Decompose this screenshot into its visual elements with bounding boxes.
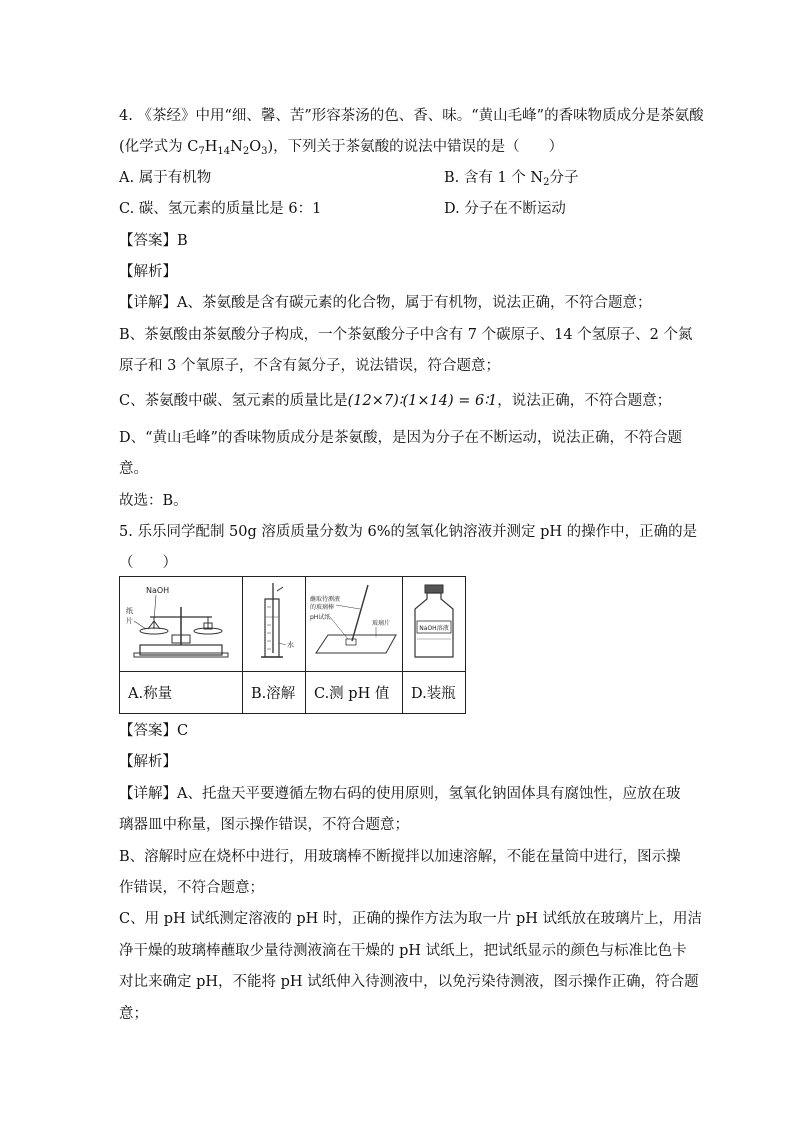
q4-detail-a: 【详解】A、茶氨酸是含有碳元素的化合物，属于有机物，说法正确，不符合题意； [119,295,652,311]
q4-detail-c [119,389,671,410]
q5-detail-c4: 意； [119,1006,148,1022]
q4-option-d: D. 分子在不断运动 [444,201,566,217]
q4-option-a: A. 属于有机物 [119,170,212,186]
figure-ph-test [306,577,403,672]
label-paper: 纸 [126,607,133,615]
label-dip1: 蘸取待测液 [310,596,341,603]
q4-detail-c-pre: C、茶氨酸中碳、氢元素的质量比是 [119,393,348,409]
q5-detail-c1: C、用 pH 试纸测定溶液的 pH 时，正确的操作方法为取一片 pH 试纸放在玻璃片上，用洁 [119,911,703,927]
formula-element: H [204,139,218,155]
label-paper2: 片 [126,617,133,625]
q5-stem-line2: （ ） [119,555,177,571]
formula-sub: 3 [261,146,268,157]
label-glass: 玻璃片 [372,620,391,627]
figure-weighing [120,577,243,672]
mass-ratio-formula: (12×7)∶(1×14) = 6∶1 [347,393,498,409]
q4-option-c: C. 碳、氢元素的质量比是 6：1 [119,201,322,217]
q4-detail-d2: 意。 [119,461,148,477]
q5-detail-b2: 作错误，不符合题意； [119,880,264,896]
q5-answer: 【答案】C [119,723,189,739]
q5-detail-c2: 净干燥的玻璃棒蘸取少量待测液滴在干燥的 pH 试纸上，把试纸显示的颜色与标准比色卡 [119,943,687,959]
q5-detail-c3: 对比来确定 pH，不能将 pH 试纸伸入待测液中，以免污染待测液，图示操作正确，符合题 [119,974,699,990]
q4-detail-b1: B、茶氨酸由茶氨酸分子构成，一个茶氨酸分子中含有 7 个碳原子、14 个氢原子、2 个氮 [119,327,693,343]
q5-detail-a1: 【详解】A、托盘天平要遵循左物右码的使用原则，氢氧化钠固体具有腐蚀性，应放在玻 [119,786,681,802]
caption-dissolving: B.溶解 [243,672,306,714]
formula-sub: 2 [543,177,550,188]
q4-stem-line2-post: )，下列关于茶氨酸的说法中错误的是（ ） [267,139,564,155]
q5-stem-line1: 5. 乐乐同学配制 50g 溶质质量分数为 6%的氢氧化钠溶液并测定 pH 的操作中，正确的是 [119,524,698,540]
q4-option-b [444,166,579,188]
formula-element: N [230,139,243,155]
q5-detail-a2: 璃器皿中称量，图示操作错误，不符合题意； [119,817,409,833]
q4-detail-b2: 原子和 3 个氧原子，不含有氮分子，说法错误，符合题意； [119,358,500,374]
q4-stem-line2 [119,135,563,157]
q4-answer: 【答案】B [119,233,188,249]
caption-ph-test: C.测 pH 值 [306,672,403,714]
formula-sub: 14 [217,146,231,157]
q4-stem-line1: 4. 《茶经》中用“细、馨、苦”形容茶汤的色、香、味。“黄山毛峰”的香味物质成分是茶氨酸 [119,108,704,124]
q5-analysis-title: 【解析】 [119,754,177,770]
figure-dissolving [243,577,306,672]
label-bottle: NaOH溶液 [419,625,449,632]
q4-choose: 故选：B。 [119,493,188,509]
caption-bottling: D.装瓶 [403,672,466,714]
q4-option-b-pre: B. 含有 1 个 N [444,170,544,186]
reagent-bottle-icon [403,577,465,667]
q5-detail-b1: B、溶解时应在烧杯中进行，用玻璃棒不断搅拌以加速溶解，不能在量筒中进行，图示操 [119,849,681,865]
label-water: 水 [287,641,294,649]
q4-stem-line2-pre: (化学式为 C [119,139,199,155]
formula-element: O [249,139,262,155]
balance-icon [120,577,242,667]
label-dip2: 的玻璃棒 [310,604,335,611]
graduated-cylinder-icon [243,577,305,667]
q4-detail-d1: D、“黄山毛峰”的香味物质成分是茶氨酸，是因为分子在不断运动，说法正确，不符合题 [119,430,682,446]
caption-weighing: A.称量 [120,672,243,714]
formula-sub: 2 [242,146,250,157]
figure-bottling [403,577,466,672]
q4-analysis-title: 【解析】 [119,264,177,280]
formula-sub: 7 [198,146,205,157]
q4-option-b-post: 分子 [549,170,579,186]
q5-figure-table [119,576,466,714]
q4-detail-c-post: ，说法正确，不符合题意； [497,393,672,409]
label-naoh: NaOH [146,586,170,595]
label-strip: pH试纸 [310,614,331,621]
ph-test-icon [306,577,402,667]
